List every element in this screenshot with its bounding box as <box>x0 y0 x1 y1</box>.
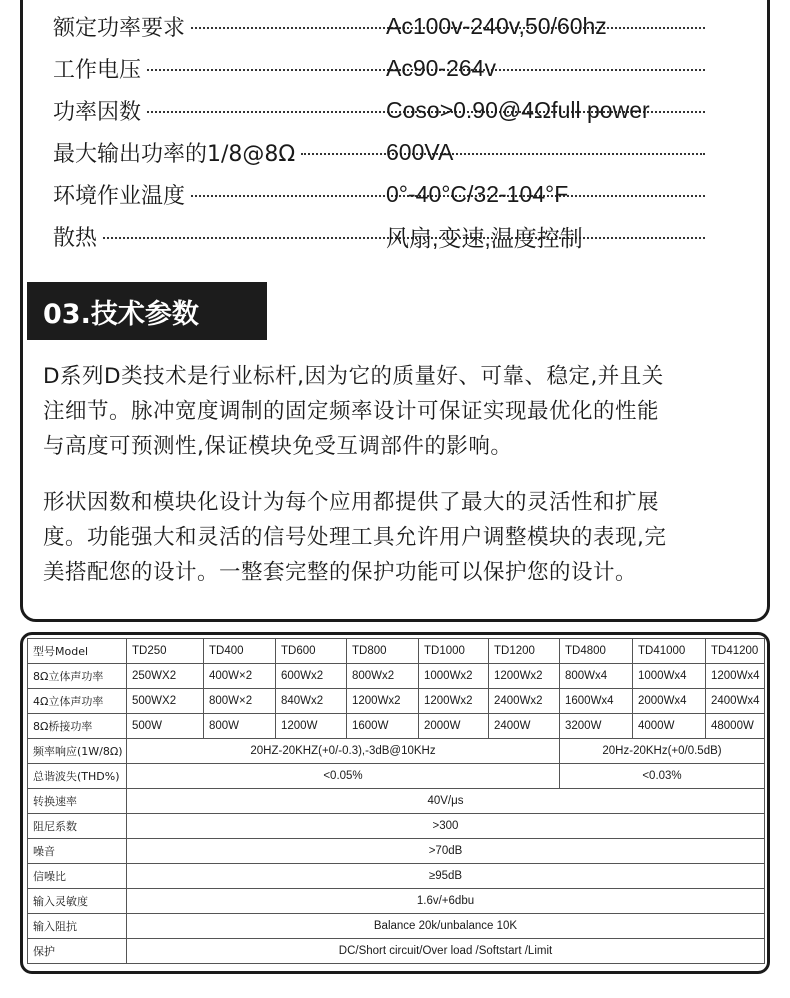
table-cell: 2000Wx4 <box>633 689 706 714</box>
spec-label: 工作电压 <box>53 57 142 83</box>
table-row <box>28 714 765 739</box>
table-cell: 840Wx2 <box>276 689 347 714</box>
table-cell: 20HZ-20KHZ(+0/-0.3),-3dB@10KHz <box>127 739 560 764</box>
table-row <box>28 689 765 714</box>
table-cell: 1200Wx2 <box>489 664 560 689</box>
table-cell: 48000W <box>706 714 765 739</box>
table-cell: Balance 20k/unbalance 10K <box>127 914 765 939</box>
model-cell: TD1000 <box>419 639 489 664</box>
model-cell: TD800 <box>347 639 419 664</box>
paragraph-line: 美搭配您的设计。一整套完整的保护功能可以保护您的设计。 <box>43 560 638 585</box>
model-cell: TD250 <box>127 639 204 664</box>
paragraph-line: 与高度可预测性,保证模块免受互调部件的影响。 <box>43 434 513 459</box>
row-label: 保护 <box>28 939 127 964</box>
table-row <box>28 664 765 689</box>
row-label: 型号Model <box>28 639 127 664</box>
row-label: 总谐波失(THD%) <box>28 764 127 789</box>
row-label: 输入灵敏度 <box>28 889 127 914</box>
row-label: 输入阻抗 <box>28 914 127 939</box>
table-cell: 1600Wx4 <box>560 689 633 714</box>
model-cell: TD41000 <box>633 639 706 664</box>
model-cell: TD600 <box>276 639 347 664</box>
table-cell: DC/Short circuit/Over load /Softstart /Limit <box>127 939 765 964</box>
dotted-leader <box>301 153 705 155</box>
model-cell: TD1200 <box>489 639 560 664</box>
table-cell: 1200Wx4 <box>706 664 765 689</box>
table-cell: 250WX2 <box>127 664 204 689</box>
table-cell: <0.03% <box>560 764 765 789</box>
table-row <box>28 789 765 814</box>
table-row <box>28 839 765 864</box>
table-row <box>28 739 765 764</box>
row-label: 转换速率 <box>28 789 127 814</box>
table-cell: 40V/μs <box>127 789 765 814</box>
spec-row <box>53 216 713 256</box>
spec-value: Coso>0.90@4Ωfull power <box>386 96 650 123</box>
section-title: 03.技术参数 <box>27 282 267 340</box>
table-row <box>28 814 765 839</box>
spec-row <box>53 174 713 214</box>
spec-table <box>27 638 765 964</box>
row-label: 阻尼系数 <box>28 814 127 839</box>
table-cell: 20Hz-20KHz(+0/0.5dB) <box>560 739 765 764</box>
table-cell: 1000Wx2 <box>419 664 489 689</box>
table-cell: 1600W <box>347 714 419 739</box>
table-cell: 1000Wx4 <box>633 664 706 689</box>
table-cell: 4000W <box>633 714 706 739</box>
table-cell: 2000W <box>419 714 489 739</box>
table-cell: 800Wx2 <box>347 664 419 689</box>
row-label: 频率响应(1W/8Ω) <box>28 739 127 764</box>
spec-row <box>53 90 713 130</box>
table-cell: >70dB <box>127 839 765 864</box>
table-cell: 800W <box>204 714 276 739</box>
table-cell: 600Wx2 <box>276 664 347 689</box>
paragraph <box>43 359 723 464</box>
spec-label: 最大输出功率的1/8@8Ω <box>53 141 296 167</box>
paragraph-line: 注细节。脉冲宽度调制的固定频率设计可保证实现最优化的性能 <box>43 399 660 424</box>
table-row <box>28 889 765 914</box>
table-row <box>28 914 765 939</box>
table-cell: 800Wx4 <box>560 664 633 689</box>
spec-row <box>53 48 713 88</box>
spec-value: 风扇,变速,温度控制 <box>386 224 583 251</box>
table-header-row <box>28 639 765 664</box>
paragraph-line: 度。功能强大和灵活的信号处理工具允许用户调整模块的表现,完 <box>43 525 667 550</box>
table-cell: 500W <box>127 714 204 739</box>
spec-table-panel <box>20 632 770 974</box>
spec-value: Ac100v-240v,50/60hz <box>386 12 607 39</box>
table-cell: ≥95dB <box>127 864 765 889</box>
table-cell: 2400Wx4 <box>706 689 765 714</box>
table-cell: 2400W <box>489 714 560 739</box>
row-label: 信噪比 <box>28 864 127 889</box>
row-label: 8Ω桥接功率 <box>28 714 127 739</box>
table-cell: 3200W <box>560 714 633 739</box>
table-cell: 1200W <box>276 714 347 739</box>
table-row <box>28 939 765 964</box>
table-row <box>28 764 765 789</box>
table-cell: 1200Wx2 <box>347 689 419 714</box>
spec-value: Ac90-264v <box>386 54 496 81</box>
paragraph-line: 形状因数和模块化设计为每个应用都提供了最大的灵活性和扩展 <box>43 490 660 515</box>
row-label: 噪音 <box>28 839 127 864</box>
spec-label: 环境作业温度 <box>53 183 186 209</box>
paragraph <box>43 485 723 590</box>
spec-row <box>53 6 713 46</box>
table-cell: <0.05% <box>127 764 560 789</box>
table-row <box>28 864 765 889</box>
model-cell: TD4800 <box>560 639 633 664</box>
spec-label: 额定功率要求 <box>53 15 186 41</box>
table-cell: 500WX2 <box>127 689 204 714</box>
table-cell: 400W×2 <box>204 664 276 689</box>
row-label: 4Ω立体声功率 <box>28 689 127 714</box>
model-cell: TD41200 <box>706 639 765 664</box>
table-cell: 800W×2 <box>204 689 276 714</box>
table-cell: 1200Wx2 <box>419 689 489 714</box>
row-label: 8Ω立体声功率 <box>28 664 127 689</box>
paragraph-line: D系列D类技术是行业标杆,因为它的质量好、可靠、稳定,并且关 <box>43 364 664 389</box>
model-cell: TD400 <box>204 639 276 664</box>
spec-value: 0°-40°C/32-104°F <box>386 180 569 207</box>
spec-label: 功率因数 <box>53 99 142 125</box>
table-cell: >300 <box>127 814 765 839</box>
spec-label: 散热 <box>53 225 98 251</box>
spec-row <box>53 132 713 172</box>
spec-value: 600VA <box>386 138 454 165</box>
table-cell: 2400Wx2 <box>489 689 560 714</box>
table-cell: 1.6v/+6dbu <box>127 889 765 914</box>
